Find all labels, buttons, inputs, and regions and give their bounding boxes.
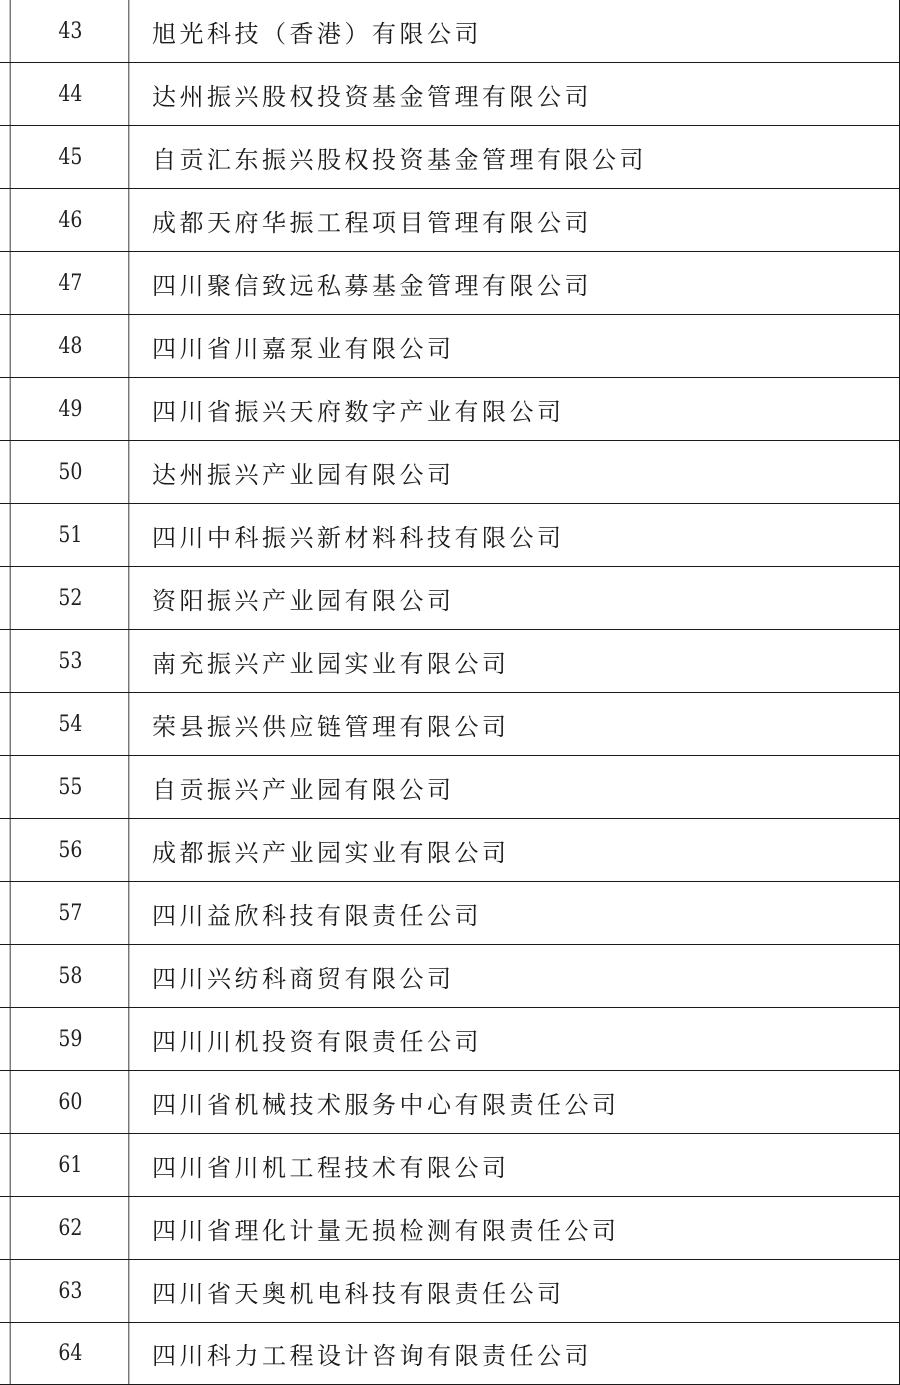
row-number: 55 [10, 756, 130, 818]
row-number: 63 [10, 1260, 130, 1322]
company-name: 四川川机投资有限责任公司 [139, 1008, 900, 1070]
row-number: 54 [10, 693, 130, 755]
company-name: 四川兴纺科商贸有限公司 [139, 945, 900, 1007]
company-name: 成都振兴产业园实业有限公司 [139, 819, 900, 881]
table-row [0, 630, 900, 693]
company-name: 自贡汇东振兴股权投资基金管理有限公司 [139, 126, 900, 188]
table-row [0, 819, 900, 882]
table-row [0, 378, 900, 441]
row-number: 51 [10, 504, 130, 566]
company-name: 四川省天奥机电科技有限责任公司 [139, 1260, 900, 1322]
row-number: 49 [10, 378, 130, 440]
company-name: 四川省理化计量无损检测有限责任公司 [139, 1197, 900, 1259]
table-row [0, 756, 900, 819]
table-row [0, 1260, 900, 1323]
table-row [0, 252, 900, 315]
row-number: 64 [10, 1323, 130, 1384]
table-row [0, 1008, 900, 1071]
table-row [0, 693, 900, 756]
company-name: 旭光科技（香港）有限公司 [139, 0, 900, 62]
table-row [0, 1323, 900, 1385]
table-row [0, 1134, 900, 1197]
row-number: 46 [10, 189, 130, 251]
company-name: 成都天府华振工程项目管理有限公司 [139, 189, 900, 251]
row-number: 45 [10, 126, 130, 188]
table-row [0, 315, 900, 378]
table-row [0, 189, 900, 252]
table-row [0, 567, 900, 630]
table-row [0, 63, 900, 126]
row-number: 47 [10, 252, 130, 314]
table-row [0, 0, 900, 63]
company-name: 达州振兴产业园有限公司 [139, 441, 900, 503]
company-name: 四川益欣科技有限责任公司 [139, 882, 900, 944]
row-number: 56 [10, 819, 130, 881]
company-name: 荣县振兴供应链管理有限公司 [139, 693, 900, 755]
company-name: 四川聚信致远私募基金管理有限公司 [139, 252, 900, 314]
row-number: 44 [10, 63, 130, 125]
row-number: 57 [10, 882, 130, 944]
table-row [0, 126, 900, 189]
row-number: 61 [10, 1134, 130, 1196]
company-name: 南充振兴产业园实业有限公司 [139, 630, 900, 692]
company-name: 四川省机械技术服务中心有限责任公司 [139, 1071, 900, 1133]
table-row [0, 441, 900, 504]
company-name: 四川省振兴天府数字产业有限公司 [139, 378, 900, 440]
row-number: 62 [10, 1197, 130, 1259]
company-name: 四川省川机工程技术有限公司 [139, 1134, 900, 1196]
row-number: 48 [10, 315, 130, 377]
company-name: 资阳振兴产业园有限公司 [139, 567, 900, 629]
row-number: 60 [10, 1071, 130, 1133]
table-row [0, 1071, 900, 1134]
table-row [0, 882, 900, 945]
row-number: 53 [10, 630, 130, 692]
table-row [0, 504, 900, 567]
row-number: 43 [10, 0, 130, 62]
company-name: 四川科力工程设计咨询有限责任公司 [139, 1323, 900, 1384]
company-name: 四川中科振兴新材料科技有限公司 [139, 504, 900, 566]
row-number: 50 [10, 441, 130, 503]
row-number: 52 [10, 567, 130, 629]
table-row [0, 1197, 900, 1260]
table-row [0, 945, 900, 1008]
row-number: 59 [10, 1008, 130, 1070]
row-number: 58 [10, 945, 130, 1007]
company-name: 达州振兴股权投资基金管理有限公司 [139, 63, 900, 125]
company-name: 四川省川嘉泵业有限公司 [139, 315, 900, 377]
company-name: 自贡振兴产业园有限公司 [139, 756, 900, 818]
